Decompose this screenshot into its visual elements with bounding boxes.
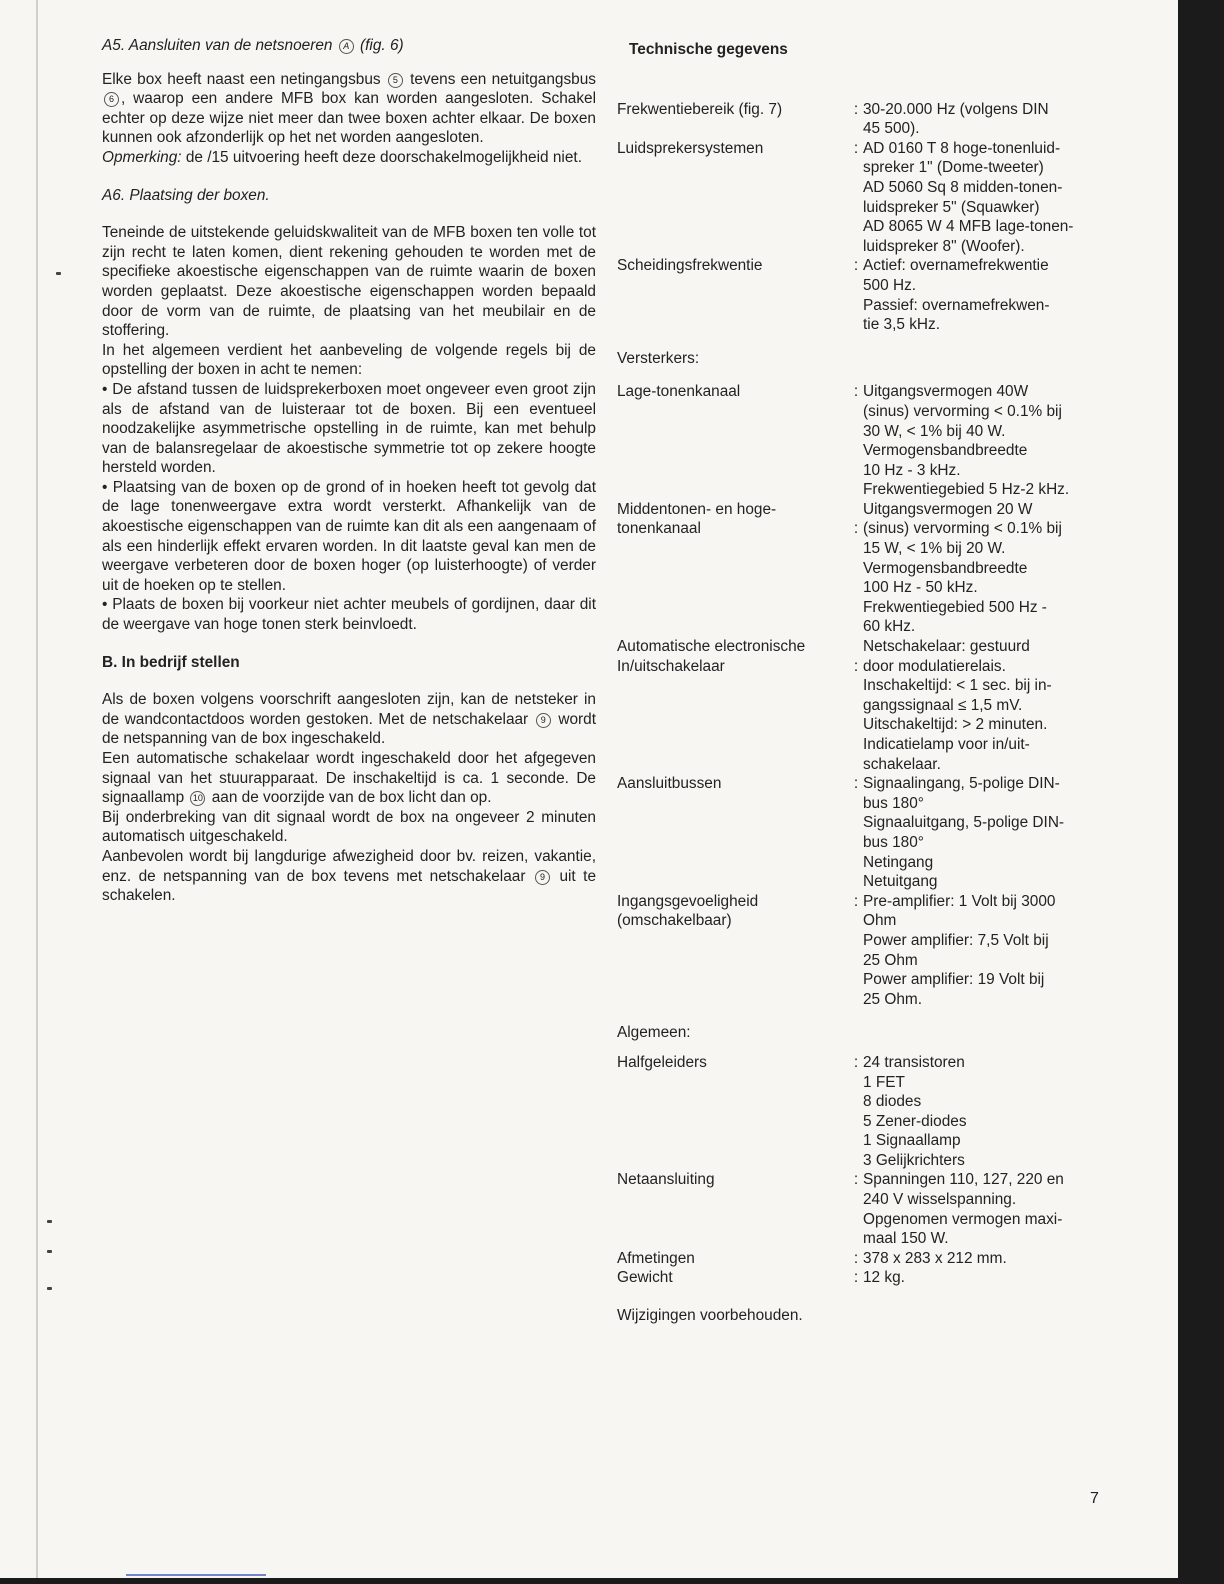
line: luidspreker 8" (Woofer).	[863, 237, 1025, 255]
spec-colon: :	[853, 383, 859, 401]
spec-halfgeleiders	[617, 1053, 1117, 1171]
line: Ohm	[863, 912, 897, 930]
line: tie 3,5 kHz.	[863, 316, 940, 334]
spec-colon: :	[853, 139, 859, 157]
line: Actief: overnamefrekwentie	[863, 257, 1049, 275]
line: Netschakelaar: gestuurd	[863, 638, 1030, 656]
spec-value	[863, 139, 1117, 257]
label-line: Middentonen- en hoge-	[617, 500, 777, 518]
line: Passief: overnamefrekwen-	[863, 296, 1050, 314]
line: (sinus) vervorming < 0.1% bij	[863, 402, 1062, 420]
a5-note	[102, 148, 596, 168]
line: Signaalingang, 5-polige DIN-	[863, 775, 1060, 793]
spec-label	[617, 637, 849, 774]
margin-mark	[56, 272, 61, 275]
spec-value	[863, 1170, 1117, 1248]
heading-text: A5. Aansluiten van de netsnoeren	[102, 37, 333, 54]
spec-colon: :	[853, 1053, 859, 1071]
a6-bullet-1: • De afstand tussen de luidsprekerboxen moet ongeveer even groot zijn als de afstand van de luisteraar tot de boxen. Bij een eventueel noodzakelijke asymmetrische opstelling in de ruimte, kan met behulp van de balansregelaar de akoestische symmetrie tot op zekere hoogte hersteld worden.	[102, 380, 596, 477]
spec-value	[863, 1053, 1117, 1171]
spec-label: Luidsprekersystemen	[617, 139, 764, 157]
line: bus 180°	[863, 833, 924, 851]
ref-circle: 9	[535, 870, 550, 885]
label-line: In/uitschakelaar	[617, 657, 725, 675]
ref-circle: 9	[536, 713, 551, 728]
a6-bullet-3: • Plaats de boxen bij voorkeur niet achter meubels of gordijnen, daar dit de weergave van hoge tonen sterk beinvloedt.	[102, 596, 596, 634]
section-a5-heading	[102, 36, 596, 56]
spec-label	[617, 892, 849, 1010]
spec-value	[863, 256, 1117, 334]
spec-afmetingen	[617, 1249, 1117, 1269]
line: 30-20.000 Hz (volgens DIN	[863, 100, 1049, 118]
line: 8 diodes	[863, 1093, 922, 1111]
line: Netingang	[863, 853, 934, 871]
line: Power amplifier: 7,5 Volt bij	[863, 931, 1049, 949]
line: Vermogensbandbreedte	[863, 559, 1028, 577]
line: 5 Zener-diodes	[863, 1112, 967, 1130]
ref-circle: 5	[388, 73, 403, 88]
footer-note: Wijzigingen voorbehouden.	[617, 1307, 803, 1325]
line: Inschakeltijd: < 1 sec. bij in-	[863, 677, 1052, 695]
label-line: (omschakelbaar)	[617, 912, 732, 930]
spec-colon: :	[853, 1249, 859, 1267]
spec-scheidingsfrekwentie	[617, 256, 1117, 334]
spec-lage-tonenkanaal	[617, 382, 1117, 500]
text: , waarop een andere MFB box kan worden aangesloten. Schakel echter op deze wijze niet meer dan twee boxen achter elkaar. De boxen kunnen ook afzonderlijk op het net worden aangesloten.	[102, 90, 596, 147]
spec-frekwentiebereik	[617, 100, 1117, 139]
margin-mark	[47, 1220, 52, 1223]
heading-fig: (fig. 6)	[360, 37, 404, 54]
algemeen-heading: Algemeen:	[617, 1024, 691, 1042]
spec-value	[863, 774, 1117, 892]
spec-colon: :	[853, 892, 859, 910]
line: 25 Ohm	[863, 951, 918, 969]
spec-label: Gewicht	[617, 1269, 673, 1287]
note-text: de /15 uitvoering heeft deze doorschakelmogelijkheid niet.	[185, 148, 582, 166]
line: 100 Hz - 50 kHz.	[863, 579, 978, 597]
line: 240 V wisselspanning.	[863, 1191, 1017, 1209]
line: Uitschakeltijd: > 2 minuten.	[863, 716, 1048, 734]
spec-colon	[849, 500, 863, 637]
spec-label: Aansluitbussen	[617, 775, 722, 793]
line: luidspreker 5" (Squawker)	[863, 198, 1040, 216]
label-line: Ingangsgevoeligheid	[617, 892, 759, 910]
a6-paragraph-1: Teneinde de uitstekende geluidskwaliteit van de MFB boxen ten volle tot zijn recht te laten komen, dient rekening gehouden te worden met de specifieke akoestische eigenschappen van de ruimte waarin de boxen worden geplaatst. Deze akoestische eigenschappen worden bepaald door de vorm van de ruimte, de plaatsing van het meubilair en de stoffering.	[102, 224, 596, 340]
line: Uitgangsvermogen 20 W	[863, 500, 1033, 518]
line: (sinus) vervorming < 0.1% bij	[863, 520, 1062, 538]
line: Indicatielamp voor in/uit-	[863, 736, 1030, 753]
line: Opgenomen vermogen maxi-	[863, 1210, 1063, 1228]
spec-value	[863, 892, 1117, 1010]
text: Een automatische schakelaar wordt ingeschakeld door het afgegeven signaal van het stuurapparaat. De inschakeltijd is ca. 1 seconde. De signaallamp	[102, 750, 596, 807]
line: 3 Gelijkrichters	[863, 1151, 965, 1169]
versterkers-heading: Versterkers:	[617, 349, 700, 367]
spec-value: 12 kg.	[863, 1269, 905, 1287]
line: maal 150 W.	[863, 1230, 949, 1248]
spec-label: Frekwentiebereik (fig. 7)	[617, 100, 783, 118]
line: bus 180°	[863, 794, 924, 812]
text: Als de boxen volgens voorschrift aangesloten zijn, kan de netsteker in de wandcontactdoos worden gestoken. Met de netschakelaar	[102, 691, 596, 728]
spec-colon	[849, 637, 863, 774]
spec-middentonenkanaal	[617, 500, 1117, 637]
spec-value	[863, 500, 1117, 637]
line: Vermogensbandbreedte	[863, 442, 1028, 460]
section-b-heading: B. In bedrijf stellen	[102, 653, 240, 671]
line: Spanningen 110, 127, 220 en	[863, 1171, 1064, 1189]
a6-paragraph-2: In het algemeen verdient het aanbeveling de volgende regels bij de opstelling der boxen in acht te nemen:	[102, 341, 596, 379]
line: 1 Signaallamp	[863, 1132, 961, 1150]
colon: :	[853, 657, 859, 675]
line: Signaaluitgang, 5-polige DIN-	[863, 814, 1065, 832]
right-column	[617, 40, 1117, 1326]
text: wordt de netspanning van de box ingeschakeld.	[102, 710, 596, 748]
line: spreker 1" (Dome-tweeter)	[863, 159, 1044, 177]
text: Aanbevolen wordt bij langdurige afwezigheid door bv. reizen, vakantie, enz. de netspanning van de box tevens met netschakelaar	[102, 847, 596, 885]
line: 25 Ohm.	[863, 990, 923, 1008]
page-number: 7	[1090, 1490, 1099, 1507]
line: AD 5060 Sq 8 midden-tonen-	[863, 178, 1063, 196]
spec-label: Lage-tonenkanaal	[617, 383, 741, 401]
ref-circle: A	[339, 39, 354, 54]
spec-aansluitbussen	[617, 774, 1117, 892]
b-paragraph-4	[102, 847, 596, 906]
spec-colon: :	[853, 100, 859, 118]
scan-edge-line	[36, 0, 38, 1578]
spec-colon: :	[853, 775, 859, 793]
spec-luidsprekersystemen	[617, 139, 1117, 257]
line: 30 W, < 1% bij 40 W.	[863, 422, 1006, 440]
spec-colon: :	[853, 1171, 859, 1189]
text: uit te schakelen.	[102, 867, 597, 905]
line: 15 W, < 1% bij 20 W.	[863, 540, 1006, 558]
line: Pre-amplifier: 1 Volt bij 3000	[863, 892, 1056, 910]
text: Elke box heeft naast een netingangsbus	[102, 70, 381, 88]
spec-label: Afmetingen	[617, 1249, 695, 1267]
note-label: Opmerking:	[102, 148, 182, 166]
line: 24 transistoren	[863, 1053, 965, 1071]
line: 60 kHz.	[863, 618, 916, 636]
spec-value	[863, 382, 1117, 500]
spec-automatische-schakelaar	[617, 637, 1117, 774]
section-a6-heading: A6. Plaatsing der boxen.	[102, 186, 270, 204]
line: 500 Hz.	[863, 276, 917, 294]
label-line: tonenkanaal	[617, 520, 701, 538]
spec-netaansluiting	[617, 1170, 1117, 1248]
line: Netuitgang	[863, 873, 938, 891]
line: 10 Hz - 3 kHz.	[863, 461, 961, 479]
line: door modulatierelais.	[863, 657, 1006, 675]
spec-label: Halfgeleiders	[617, 1053, 707, 1071]
label-line: Automatische electronische	[617, 638, 806, 656]
spec-gewicht	[617, 1268, 1117, 1288]
line: 1 FET	[863, 1073, 905, 1091]
line: Power amplifier: 19 Volt bij	[863, 971, 1045, 989]
spec-value	[863, 100, 1117, 139]
scan-artifact-line	[126, 1574, 266, 1576]
text: aan de voorzijde van de box licht dan op.	[211, 789, 492, 807]
left-column	[102, 36, 596, 906]
b-paragraph-2	[102, 749, 596, 808]
ref-circle: 10	[190, 791, 205, 806]
a6-bullet-2: • Plaatsing van de boxen op de grond of in hoeken heeft tot gevolg dat de lage tonenweergave extra wordt versterkt. Afhankelijk van de akoestische eigenschappen van de ruimte kan dit als een aangenaam of als een hinderlijk effekt ervaren worden. In dit laatste geval kan men de weergave verbeteren door de boxen hoger (op luisterhoogte) of verder uit de hoeken op te stellen.	[102, 478, 596, 594]
colon: :	[853, 520, 859, 538]
line: AD 0160 T 8 hoge-tonenluid-	[863, 139, 1061, 157]
line: 45 500).	[863, 120, 920, 138]
spec-colon: :	[853, 1269, 859, 1287]
spec-colon: :	[853, 257, 859, 275]
line: Frekwentiegebied 500 Hz -	[863, 598, 1047, 616]
spec-label	[617, 500, 849, 637]
spec-label: Netaansluiting	[617, 1171, 715, 1189]
line: schakelaar.	[863, 755, 941, 773]
a5-paragraph	[102, 70, 596, 148]
spec-label: Scheidingsfrekwentie	[617, 257, 763, 275]
margin-mark	[47, 1287, 52, 1290]
line: gangssignaal ≤ 1,5 mV.	[863, 696, 1023, 714]
text: tevens een netuitgangsbus	[410, 70, 596, 88]
spec-ingangsgevoeligheid	[617, 892, 1117, 1010]
ref-circle: 6	[104, 92, 119, 107]
spec-value	[863, 637, 1117, 774]
line: Frekwentiegebied 5 Hz-2 kHz.	[863, 481, 1070, 499]
b-paragraph-3: Bij onderbreking van dit signaal wordt de box na ongeveer 2 minuten automatisch uitgeschakeld.	[102, 808, 596, 846]
line: Uitgangsvermogen 40W	[863, 383, 1029, 401]
b-paragraph-1	[102, 690, 596, 749]
line: AD 8065 W 4 MFB lage-tonen-	[863, 218, 1074, 236]
spec-value: 378 x 283 x 212 mm.	[863, 1249, 1007, 1267]
margin-mark	[47, 1250, 52, 1253]
tech-title: Technische gegevens	[629, 41, 788, 58]
